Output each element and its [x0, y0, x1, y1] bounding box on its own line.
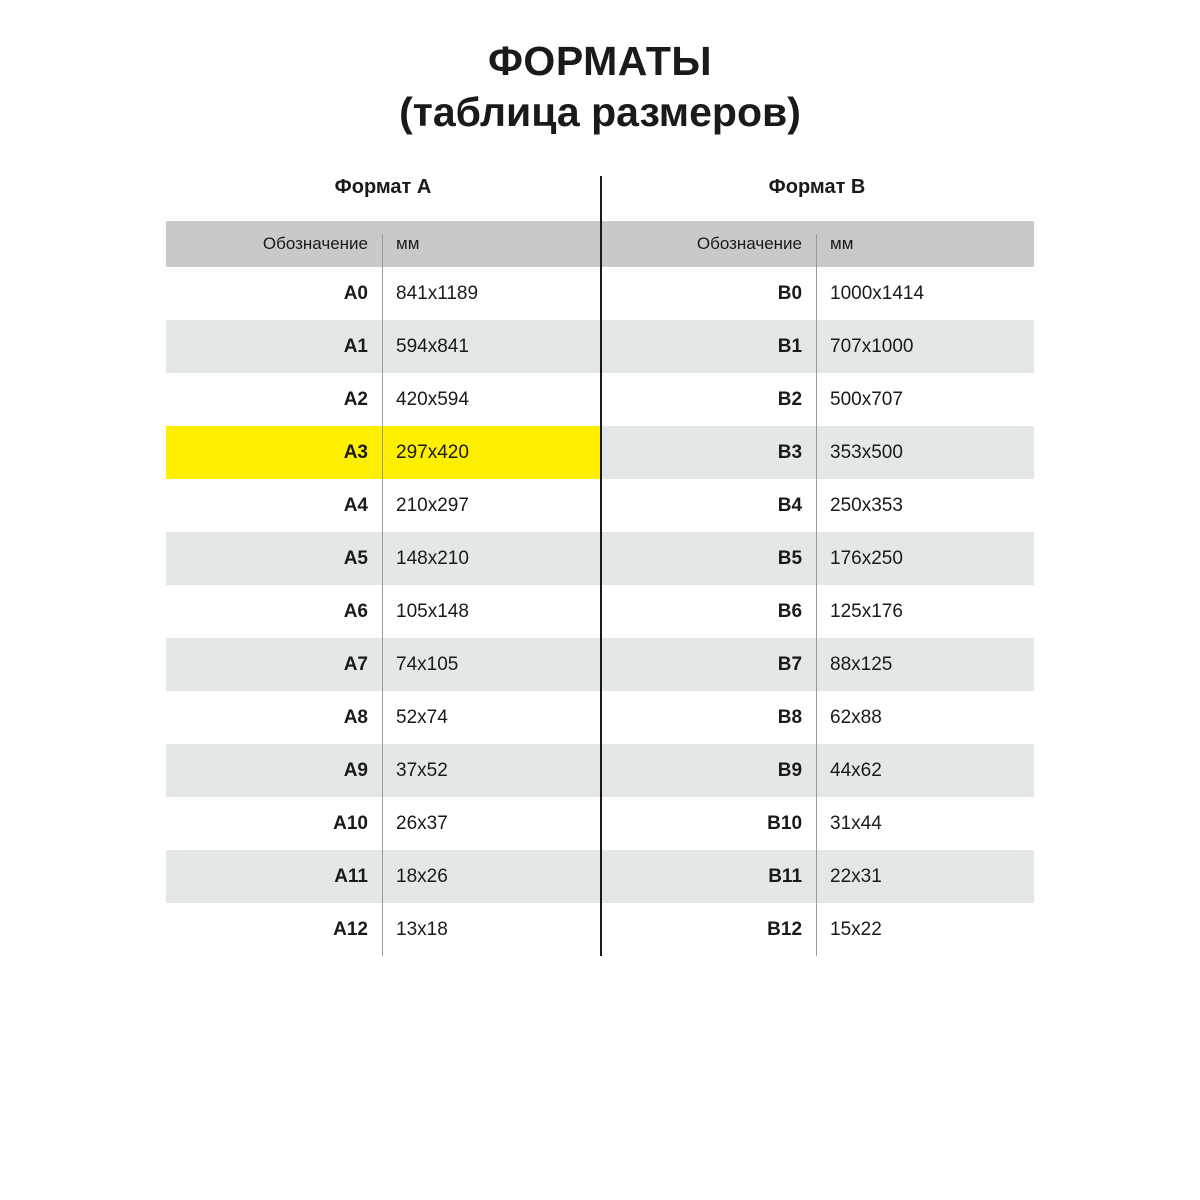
cell-mm-a: 18x26	[382, 850, 600, 903]
cell-code-a: A1	[166, 320, 382, 373]
cell-mm-b: 1000x1414	[816, 267, 1034, 320]
cell-code-a: A11	[166, 850, 382, 903]
cell-mm-a: 210x297	[382, 479, 600, 532]
cell-mm-a: 594x841	[382, 320, 600, 373]
cell-mm-b: 125x176	[816, 585, 1034, 638]
cell-mm-b: 44x62	[816, 744, 1034, 797]
cell-code-a: A6	[166, 585, 382, 638]
cell-code-b: B12	[600, 903, 816, 956]
header-mm-b: мм	[816, 221, 1034, 267]
cell-code-b: B5	[600, 532, 816, 585]
cell-mm-a: 105x148	[382, 585, 600, 638]
title-primary: ФОРМАТЫ	[487, 38, 713, 84]
cell-mm-a: 37x52	[382, 744, 600, 797]
header-mm-a: мм	[382, 221, 600, 267]
cell-mm-a: 297x420	[382, 426, 600, 479]
cell-mm-b: 250x353	[816, 479, 1034, 532]
cell-code-b: B6	[600, 585, 816, 638]
title-secondary: (таблица размеров)	[399, 89, 801, 136]
cell-code-b: B3	[600, 426, 816, 479]
cell-code-a: A9	[166, 744, 382, 797]
cell-code-a: A4	[166, 479, 382, 532]
cell-mm-a: 26x37	[382, 797, 600, 850]
group-header-b: Формат B	[600, 176, 1034, 221]
group-header-a: Формат A	[166, 176, 600, 221]
vertical-divider	[600, 176, 602, 956]
cell-mm-b: 500x707	[816, 373, 1034, 426]
cell-code-b: B10	[600, 797, 816, 850]
cell-mm-b: 31x44	[816, 797, 1034, 850]
cell-mm-a: 74x105	[382, 638, 600, 691]
cell-code-a: A0	[166, 267, 382, 320]
cell-code-a: A12	[166, 903, 382, 956]
cell-mm-b: 22x31	[816, 850, 1034, 903]
column-separator-b	[816, 234, 817, 956]
cell-code-b: B1	[600, 320, 816, 373]
cell-mm-b: 707x1000	[816, 320, 1034, 373]
cell-mm-a: 841x1189	[382, 267, 600, 320]
cell-code-b: B8	[600, 691, 816, 744]
formats-table-wrapper	[166, 176, 1034, 956]
cell-code-a: A7	[166, 638, 382, 691]
cell-mm-a: 13x18	[382, 903, 600, 956]
cell-code-a: A10	[166, 797, 382, 850]
cell-mm-a: 420x594	[382, 373, 600, 426]
cell-code-a: A3	[166, 426, 382, 479]
cell-code-a: A5	[166, 532, 382, 585]
cell-mm-b: 62x88	[816, 691, 1034, 744]
cell-mm-b: 353x500	[816, 426, 1034, 479]
cell-code-a: A2	[166, 373, 382, 426]
cell-mm-a: 52x74	[382, 691, 600, 744]
cell-code-b: B7	[600, 638, 816, 691]
cell-mm-b: 88x125	[816, 638, 1034, 691]
cell-code-b: B4	[600, 479, 816, 532]
cell-code-b: B2	[600, 373, 816, 426]
cell-code-b: B11	[600, 850, 816, 903]
column-separator-a	[382, 234, 383, 956]
cell-code-a: A8	[166, 691, 382, 744]
header-code-a: Обозначение	[166, 221, 382, 267]
cell-mm-a: 148x210	[382, 532, 600, 585]
cell-code-b: B0	[600, 267, 816, 320]
cell-code-b: B9	[600, 744, 816, 797]
cell-mm-b: 176x250	[816, 532, 1034, 585]
header-code-b: Обозначение	[600, 221, 816, 267]
cell-mm-b: 15x22	[816, 903, 1034, 956]
page-title	[0, 38, 1200, 140]
